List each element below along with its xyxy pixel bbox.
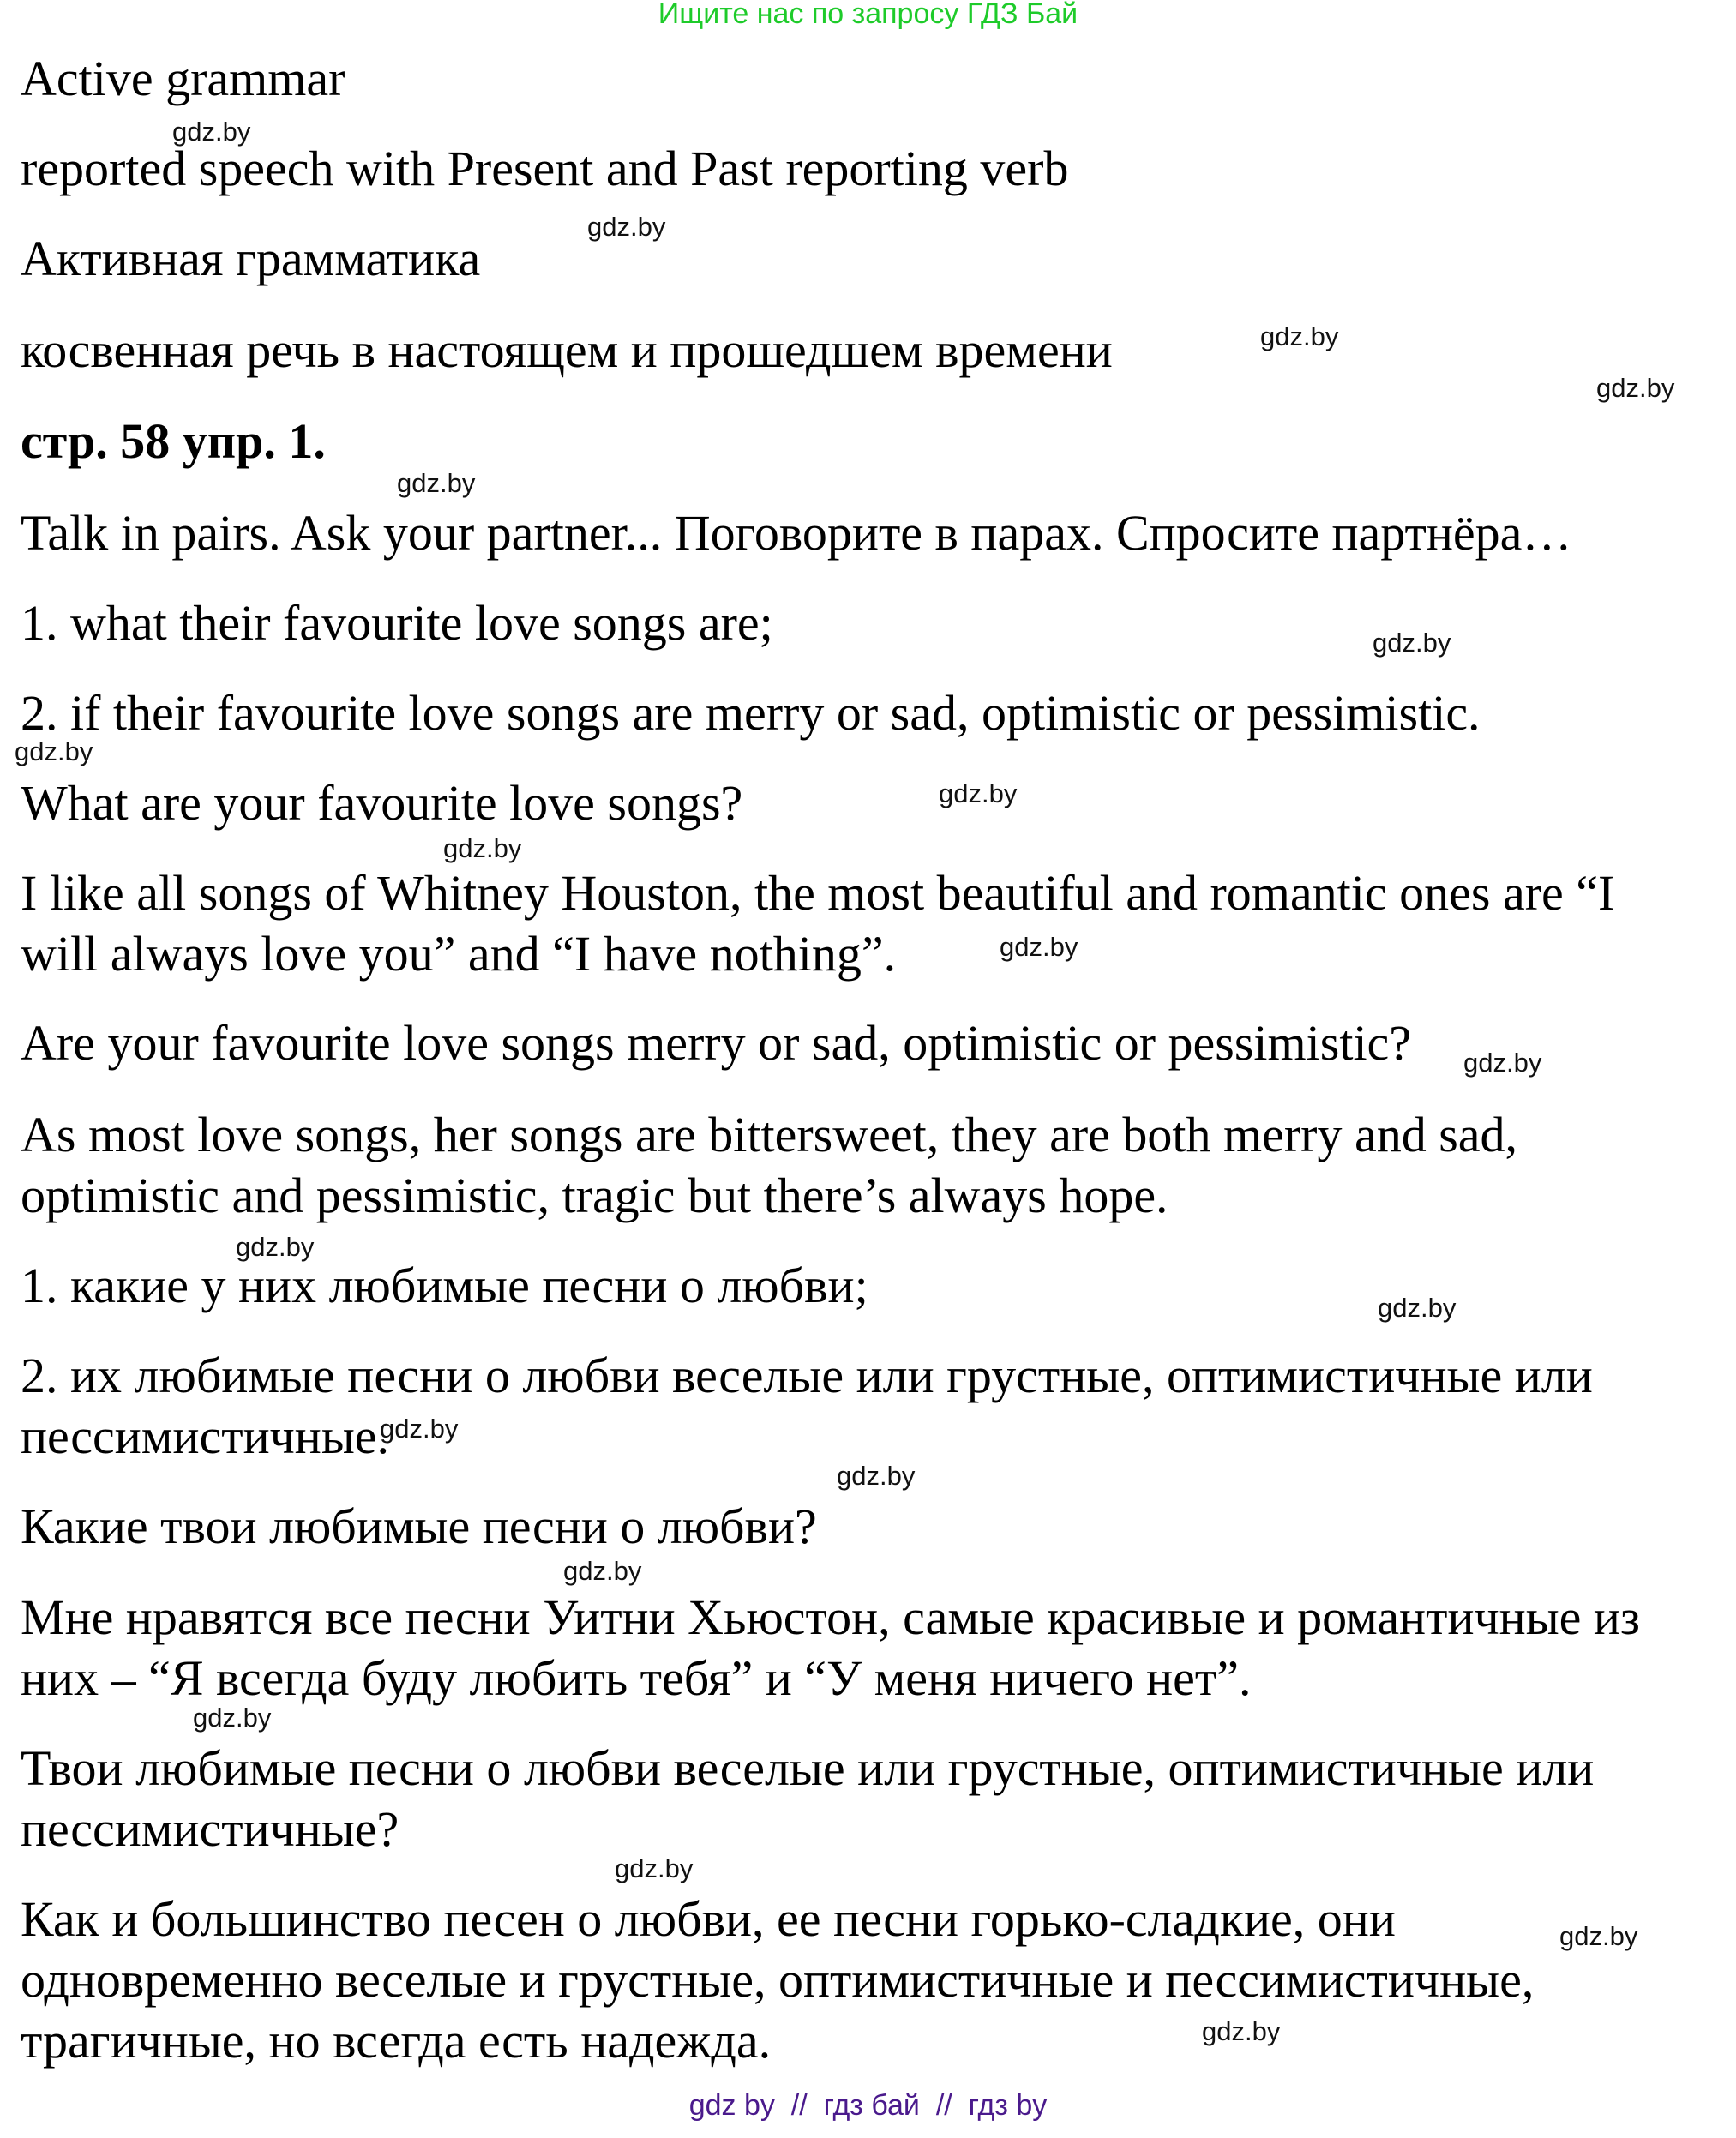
watermark: gdz.by bbox=[939, 778, 1018, 808]
dialog-answer-1-en-line1: I like all songs of Whitney Houston, the most beautiful and romantic ones are “I bbox=[21, 865, 1615, 921]
section-title-ru: Активная грамматика bbox=[21, 231, 481, 286]
dialog-answer-2-ru-line3: трагичные, но всегда есть надежда. bbox=[21, 2013, 772, 2069]
watermark: gdz.by bbox=[193, 1703, 272, 1733]
footer-links[interactable]: gdz by // гдз бай // гдз by bbox=[688, 2089, 1048, 2122]
dialog-question-1-en: What are your favourite love songs? bbox=[21, 775, 743, 831]
dialog-question-2-en: Are your favourite love songs merry or sad, optimistic or pessimistic? bbox=[21, 1015, 1412, 1071]
dialog-answer-2-ru-line2: одновременно веселые и грустные, оптимистичные и пессимистичные, bbox=[21, 1952, 1535, 2008]
dialog-answer-2-en-line2: optimistic and pessimistic, tragic but there’s always hope. bbox=[21, 1168, 1168, 1223]
question-1-en: 1. what their favourite love songs are; bbox=[21, 595, 773, 651]
watermark: gdz.by bbox=[615, 1853, 694, 1883]
dialog-question-2-ru-line1: Твои любимые песни о любви веселые или грустные, оптимистичные или bbox=[21, 1740, 1595, 1796]
question-2-ru-line1: 2. их любимые песни о любви веселые или грустные, оптимистичные или bbox=[21, 1348, 1593, 1403]
dialog-answer-2-en-line1: As most love songs, her songs are bittersweet, they are both merry and sad, bbox=[21, 1107, 1518, 1162]
watermark: gdz.by bbox=[1000, 932, 1078, 962]
dialog-answer-1-ru-line2: них – “Я всегда буду любить тебя” и “У меня ничего нет”. bbox=[21, 1650, 1252, 1706]
question-2-en: 2. if their favourite love songs are merry or sad, optimistic or pessimistic. bbox=[21, 685, 1481, 741]
dialog-answer-1-ru-line1: Мне нравятся все песни Уитни Хьюстон, самые красивые и романтичные из bbox=[21, 1589, 1640, 1645]
dialog-question-1-ru: Какие твои любимые песни о любви? bbox=[21, 1498, 817, 1554]
watermark: gdz.by bbox=[563, 1556, 642, 1586]
question-1-ru: 1. какие у них любимые песни о любви; bbox=[21, 1258, 868, 1313]
watermark: gdz.by bbox=[1373, 628, 1451, 658]
section-title-en: Active grammar bbox=[21, 51, 345, 106]
watermark: gdz.by bbox=[1559, 1921, 1638, 1951]
watermark: gdz.by bbox=[1260, 321, 1339, 351]
watermark: gdz.by bbox=[380, 1414, 459, 1444]
watermark: gdz.by bbox=[15, 736, 93, 766]
watermark: gdz.by bbox=[837, 1461, 916, 1491]
watermark: gdz.by bbox=[172, 117, 251, 147]
watermark: gdz.by bbox=[443, 833, 522, 863]
watermark: gdz.by bbox=[1596, 373, 1675, 403]
watermark: gdz.by bbox=[1378, 1293, 1457, 1323]
exercise-instruction: Talk in pairs. Ask your partner... Поговорите в парах. Спросите партнёра… bbox=[21, 505, 1572, 561]
watermark: gdz.by bbox=[587, 212, 666, 242]
watermark: gdz.by bbox=[397, 468, 476, 498]
exercise-heading: стр. 58 упр. 1. bbox=[21, 413, 326, 469]
search-hint-banner: Ищите нас по запросу ГДЗ Бай bbox=[658, 0, 1078, 30]
section-subtitle-ru: косвенная речь в настоящем и прошедшем времени bbox=[21, 322, 1113, 378]
question-2-ru-line2: пессимистичные. bbox=[21, 1408, 390, 1464]
watermark: gdz.by bbox=[1463, 1048, 1542, 1078]
dialog-answer-1-en-line2: will always love you” and “I have nothing”. bbox=[21, 926, 897, 982]
watermark: gdz.by bbox=[1202, 2016, 1281, 2046]
dialog-answer-2-ru-line1: Как и большинство песен о любви, ее песни горько-сладкие, они bbox=[21, 1891, 1396, 1947]
section-subtitle-en: reported speech with Present and Past reporting verb bbox=[21, 141, 1069, 196]
watermark: gdz.by bbox=[236, 1232, 315, 1262]
dialog-question-2-ru-line2: пессимистичные? bbox=[21, 1801, 399, 1857]
